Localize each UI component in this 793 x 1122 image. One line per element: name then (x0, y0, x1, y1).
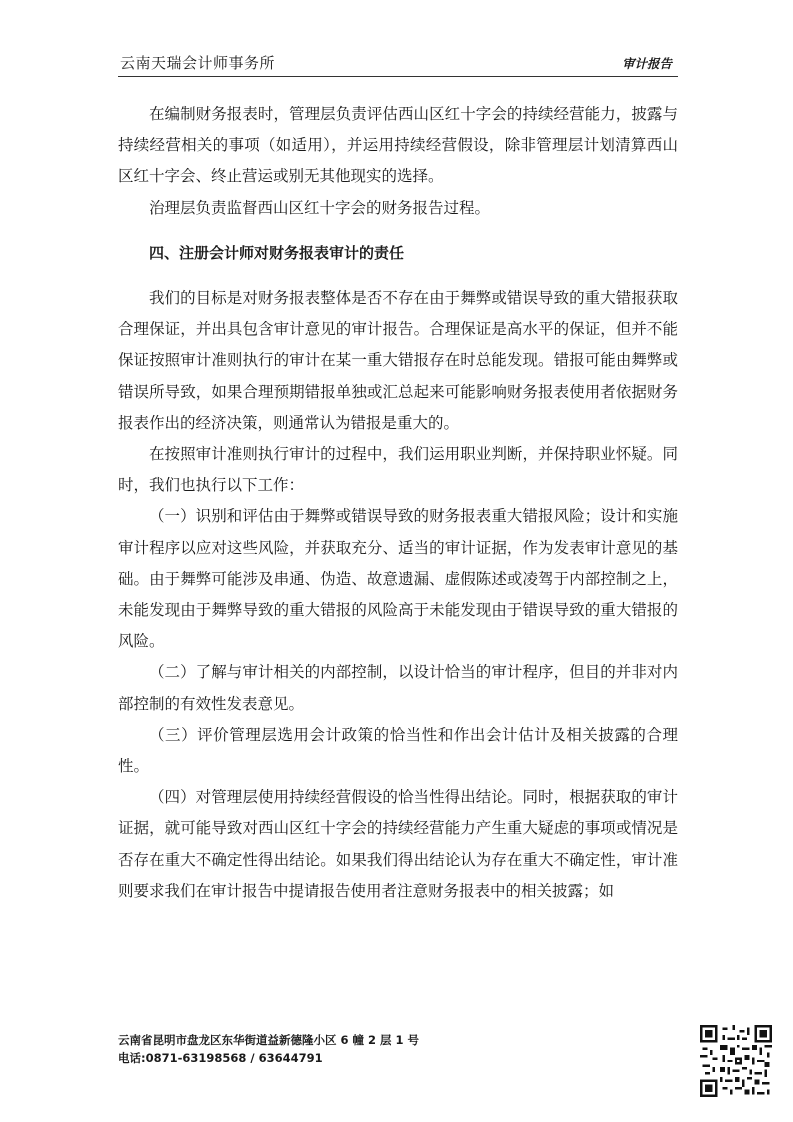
paragraph-item-3: （三）评价管理层选用会计政策的恰当性和作出会计估计及相关披露的合理性。 (118, 725, 678, 776)
page-header (118, 50, 678, 77)
section-heading: 四、注册会计师对财务报表审计的责任 (149, 243, 405, 262)
report-body (118, 99, 678, 907)
paragraph-professional-judgment: 在按照审计准则执行审计的过程中，我们运用职业判断，并保持职业怀疑。同时，我们也执行以下工作： (118, 445, 678, 495)
footer-address: 云南省昆明市盘龙区东华街道益新德隆小区 6 幢 2 层 1 号 (118, 1033, 420, 1047)
paragraph-item-4: （四）对管理层使用持续经营假设的恰当性得出结论。同时，根据获取的审计证据，就可能导致对西山区红十字会的持续经营能力产生重大疑虑的事项或情况是否存在重大不确定性得出结论。如果我们得出结论认为存在重大不确定性，审计准则要求我们在审计报告中提请报告使用者注意财务报表中的相关披露；如 (118, 788, 678, 900)
qr-code-icon (700, 1025, 772, 1097)
paragraph-item-2: （二）了解与审计相关的内部控制，以设计恰当的审计程序，但目的并非对内部控制的有效性发表意见。 (118, 663, 678, 713)
document-type: 审计报告 (621, 56, 672, 71)
footer-phone: 电话:0871-63198568 / 63644791 (118, 1051, 323, 1065)
page-footer (118, 1031, 419, 1067)
paragraph-objective: 我们的目标是对财务报表整体是否不存在由于舞弊或错误导致的重大错报获取合理保证，并出具包含审计意见的审计报告。合理保证是高水平的保证，但并不能保证按照审计准则执行的审计在某一重大错报存在时总能发现。错报可能由舞弊或错误所导致，如果合理预期错报单独或汇总起来可能影响财务报表使用者依据财务报表作出的经济决策，则通常认为错报是重大的。 (118, 289, 678, 432)
firm-name: 云南天瑞会计师事务所 (120, 54, 276, 72)
paragraph-going-concern: 在编制财务报表时，管理层负责评估西山区红十字会的持续经营能力，披露与持续经营相关的事项（如适用），并运用持续经营假设，除非管理层计划清算西山区红十字会、终止营运或别无其他现实的选择。 (118, 105, 678, 186)
paragraph-item-1: （一）识别和评估由于舞弊或错误导致的财务报表重大错报风险；设计和实施审计程序以应对这些风险，并获取充分、适当的审计证据，作为发表审计意见的基础。由于舞弊可能涉及串通、伪造、故意遗漏、虚假陈述或凌驾于内部控制之上，未能发现由于舞弊导致的重大错报的风险高于未能发现由于错误导致的重大错报的风险。 (118, 507, 678, 651)
paragraph-governance: 治理层负责监督西山区红十字会的财务报告过程。 (149, 198, 491, 217)
